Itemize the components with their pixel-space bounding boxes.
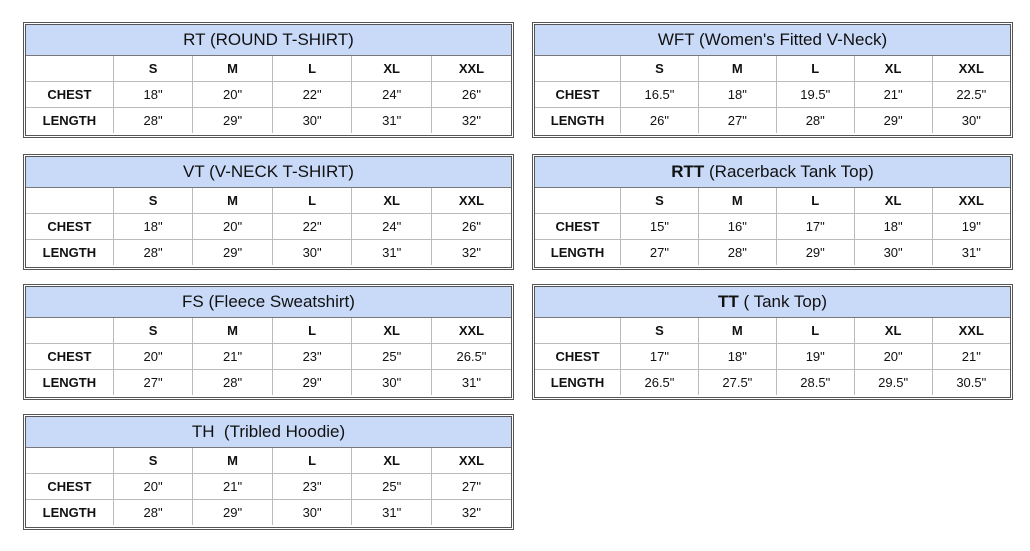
- chest-label: CHEST: [26, 344, 113, 370]
- length-xxl: 32": [461, 245, 481, 260]
- size-m: M: [193, 448, 273, 474]
- size-xl: XL: [352, 56, 432, 82]
- size-l: L: [272, 56, 352, 82]
- length-row: [26, 240, 511, 266]
- size-s: S: [113, 188, 193, 214]
- title-text: FS (Fleece Sweatshirt): [182, 292, 355, 311]
- title-code: TT: [718, 292, 739, 311]
- chest-row: [535, 82, 1010, 108]
- chest-s: 15": [621, 214, 699, 240]
- size-table-rt: [23, 22, 514, 138]
- length-l: 30": [272, 240, 352, 266]
- length-s: 26": [621, 108, 699, 134]
- title-code: RTT: [671, 162, 705, 181]
- length-label: LENGTH: [535, 370, 621, 396]
- size-m: M: [193, 188, 273, 214]
- size-m: M: [193, 56, 273, 82]
- chest-label: CHEST: [26, 474, 113, 500]
- size-l: L: [272, 188, 352, 214]
- chest-label: CHEST: [535, 214, 621, 240]
- size-m: M: [698, 318, 776, 344]
- chest-m: 16": [698, 214, 776, 240]
- chest-label: CHEST: [535, 82, 621, 108]
- size-table-rtt: [532, 154, 1013, 270]
- length-m: 27.5": [698, 370, 776, 396]
- title-text: ( Tank Top): [738, 292, 827, 311]
- length-s: 27": [113, 370, 193, 396]
- size-l: L: [272, 448, 352, 474]
- length-xl: 31": [352, 500, 432, 526]
- length-xl: 29.5": [854, 370, 932, 396]
- size-xxl: XXL: [431, 318, 511, 344]
- size-xl: XL: [854, 318, 932, 344]
- chest-s: 18": [113, 82, 193, 108]
- length-row: [535, 370, 1010, 396]
- chest-l: 19": [776, 344, 854, 370]
- size-header-row: [26, 188, 511, 214]
- length-xl: 30": [352, 370, 432, 396]
- size-grid: [26, 56, 511, 133]
- length-xxl: 30.5": [956, 375, 987, 390]
- chest-l: 17": [776, 214, 854, 240]
- chest-s: 16.5": [621, 82, 699, 108]
- corner-cell: [26, 318, 113, 344]
- corner-cell: [535, 56, 621, 82]
- chest-row: [535, 214, 1010, 240]
- chest-xl: 24": [352, 214, 432, 240]
- chest-m: 20": [193, 214, 273, 240]
- length-m: 28": [193, 370, 273, 396]
- size-grid: [26, 318, 511, 395]
- corner-cell: [26, 188, 113, 214]
- size-s: S: [113, 56, 193, 82]
- title-text: (Racerback Tank Top): [704, 162, 874, 181]
- chest-row: [26, 82, 511, 108]
- corner-cell: [535, 318, 621, 344]
- chest-row: [26, 474, 511, 500]
- length-l: 30": [272, 108, 352, 134]
- chest-m: 18": [698, 344, 776, 370]
- size-s: S: [621, 56, 699, 82]
- length-label: LENGTH: [26, 108, 113, 134]
- chest-l: 19.5": [776, 82, 854, 108]
- chest-row: [26, 214, 511, 240]
- size-xxl: XXL: [431, 56, 511, 82]
- chest-s: 20": [113, 474, 193, 500]
- size-m: M: [698, 56, 776, 82]
- length-row: [535, 108, 1010, 134]
- size-grid: [535, 56, 1010, 133]
- length-xxl: 32": [461, 505, 481, 520]
- size-s: S: [621, 188, 699, 214]
- size-xl: XL: [352, 448, 432, 474]
- size-grid: [26, 188, 511, 265]
- length-m: 29": [193, 240, 273, 266]
- length-l: 29": [776, 240, 854, 266]
- size-l: L: [776, 188, 854, 214]
- length-m: 27": [698, 108, 776, 134]
- length-s: 26.5": [621, 370, 699, 396]
- chest-xxl: 22.5": [932, 82, 1010, 108]
- size-header-row: [535, 56, 1010, 82]
- size-xl: XL: [352, 318, 432, 344]
- size-xxl: XXL: [932, 56, 1010, 82]
- length-m: 29": [193, 500, 273, 526]
- title-text: TH (Tribled Hoodie): [191, 422, 346, 441]
- length-s: 28": [113, 500, 193, 526]
- size-m: M: [193, 318, 273, 344]
- size-grid: [26, 448, 511, 525]
- chest-s: 20": [113, 344, 193, 370]
- size-xxl: XXL: [932, 188, 1010, 214]
- size-xxl: XXL: [431, 448, 511, 474]
- length-label: LENGTH: [535, 108, 621, 134]
- chest-l: 22": [272, 214, 352, 240]
- size-l: L: [776, 56, 854, 82]
- size-s: S: [113, 448, 193, 474]
- chest-xxl: 21": [932, 344, 1010, 370]
- chest-row: [535, 344, 1010, 370]
- length-l: 28": [776, 108, 854, 134]
- corner-cell: [535, 188, 621, 214]
- chest-xxl: 27": [431, 474, 511, 500]
- chest-label: CHEST: [26, 214, 113, 240]
- table-title: [535, 287, 1010, 318]
- length-xl: 29": [854, 108, 932, 134]
- title-text: VT (V-NECK T-SHIRT): [183, 162, 354, 181]
- size-xl: XL: [854, 56, 932, 82]
- title-text: RT (ROUND T-SHIRT): [183, 30, 354, 49]
- size-table-wft: [532, 22, 1013, 138]
- chest-xl: 18": [854, 214, 932, 240]
- size-header-row: [26, 318, 511, 344]
- table-title: [535, 25, 1010, 56]
- chest-m: 21": [193, 344, 273, 370]
- chest-s: 18": [113, 214, 193, 240]
- size-l: L: [272, 318, 352, 344]
- table-title: [26, 287, 511, 318]
- length-l: 29": [272, 370, 352, 396]
- table-title: [26, 157, 511, 188]
- length-l: 28.5": [776, 370, 854, 396]
- length-xl: 31": [352, 240, 432, 266]
- size-header-row: [535, 318, 1010, 344]
- size-grid: [535, 318, 1010, 395]
- title-text: WFT (Women's Fitted V-Neck): [657, 30, 888, 49]
- size-xxl: XXL: [932, 318, 1010, 344]
- chest-xxl: 26": [431, 214, 511, 240]
- length-xxl: 32": [461, 113, 481, 128]
- length-label: LENGTH: [26, 500, 113, 526]
- length-xxl: 31": [461, 375, 481, 390]
- size-grid: [535, 188, 1010, 265]
- chest-l: 22": [272, 82, 352, 108]
- size-table-fs: [23, 284, 514, 400]
- chest-xxl: 26.5": [431, 344, 511, 370]
- chest-label: CHEST: [26, 82, 113, 108]
- length-s: 28": [113, 240, 193, 266]
- table-title: [535, 157, 1010, 188]
- size-xxl: XXL: [431, 188, 511, 214]
- length-row: [26, 500, 511, 526]
- length-xl: 31": [352, 108, 432, 134]
- chest-l: 23": [272, 344, 352, 370]
- size-xl: XL: [854, 188, 932, 214]
- corner-cell: [26, 56, 113, 82]
- length-row: [26, 108, 511, 134]
- length-m: 28": [698, 240, 776, 266]
- chest-xl: 21": [854, 82, 932, 108]
- size-header-row: [26, 56, 511, 82]
- length-m: 29": [193, 108, 273, 134]
- chest-xxl: 26": [431, 82, 511, 108]
- length-xxl: 31": [961, 245, 981, 260]
- chest-m: 20": [193, 82, 273, 108]
- length-xxl: 30": [961, 113, 981, 128]
- length-label: LENGTH: [535, 240, 621, 266]
- chest-row: [26, 344, 511, 370]
- size-s: S: [621, 318, 699, 344]
- length-row: [535, 240, 1010, 266]
- size-header-row: [535, 188, 1010, 214]
- length-s: 27": [621, 240, 699, 266]
- size-header-row: [26, 448, 511, 474]
- size-table-tt: [532, 284, 1013, 400]
- size-s: S: [113, 318, 193, 344]
- length-l: 30": [272, 500, 352, 526]
- length-row: [26, 370, 511, 396]
- chest-label: CHEST: [535, 344, 621, 370]
- chest-s: 17": [621, 344, 699, 370]
- chest-xl: 20": [854, 344, 932, 370]
- length-s: 28": [113, 108, 193, 134]
- size-xl: XL: [352, 188, 432, 214]
- size-l: L: [776, 318, 854, 344]
- chest-xxl: 19": [932, 214, 1010, 240]
- size-m: M: [698, 188, 776, 214]
- chest-xl: 24": [352, 82, 432, 108]
- chest-l: 23": [272, 474, 352, 500]
- chest-m: 21": [193, 474, 273, 500]
- table-title: [26, 25, 511, 56]
- chest-xl: 25": [352, 474, 432, 500]
- chest-xl: 25": [352, 344, 432, 370]
- size-table-vt: [23, 154, 514, 270]
- chest-m: 18": [698, 82, 776, 108]
- size-table-th: [23, 414, 514, 530]
- corner-cell: [26, 448, 113, 474]
- table-title: [26, 417, 511, 448]
- length-label: LENGTH: [26, 370, 113, 396]
- length-xl: 30": [854, 240, 932, 266]
- length-label: LENGTH: [26, 240, 113, 266]
